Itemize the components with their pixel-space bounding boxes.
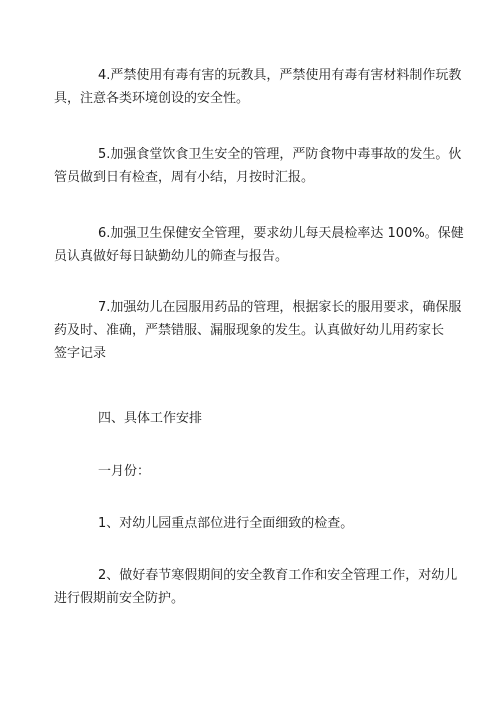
text-line: 管员做到日有检查，周有小结，月按时汇报。 — [54, 170, 315, 185]
text-line: 进行假期前安全防护。 — [54, 591, 185, 606]
paragraph-item-7 — [54, 296, 462, 365]
text-line: 签字记录 — [54, 346, 107, 361]
paragraph-item-4 — [54, 64, 462, 110]
paragraph-item-5 — [54, 143, 462, 189]
paragraph-task-1 — [76, 512, 436, 535]
text-line: 4.严禁使用有毒有害的玩教具，严禁使用有毒有害材料制作玩教 — [98, 68, 462, 83]
section-heading — [76, 407, 436, 430]
text-line: 药及时、准确，严禁错服、漏服现象的发生。认真做好幼儿用药家长 — [54, 323, 445, 338]
paragraph-task-2 — [54, 564, 458, 610]
paragraph-item-6 — [54, 222, 464, 268]
text-line: 一月份： — [98, 464, 151, 479]
text-line: 1、对幼儿园重点部位进行全面细致的检查。 — [98, 516, 354, 531]
text-line: 具，注意各类环境创设的安全性。 — [54, 91, 250, 106]
month-heading — [76, 460, 436, 483]
text-line: 6.加强卫生保健安全管理，要求幼儿每天晨检率达 100%。保健 — [98, 226, 464, 241]
text-line: 5.加强食堂饮食卫生安全的管理，严防食物中毒事故的发生。伙 — [98, 147, 462, 162]
text-line: 2、做好春节寒假期间的安全教育工作和安全管理工作，对幼儿 — [98, 568, 458, 583]
text-line: 四、具体工作安排 — [98, 411, 203, 426]
text-line: 员认真做好每日缺勤幼儿的筛查与报告。 — [54, 249, 289, 264]
text-line: 7.加强幼儿在园服用药品的管理，根据家长的服用要求，确保服 — [98, 300, 462, 315]
